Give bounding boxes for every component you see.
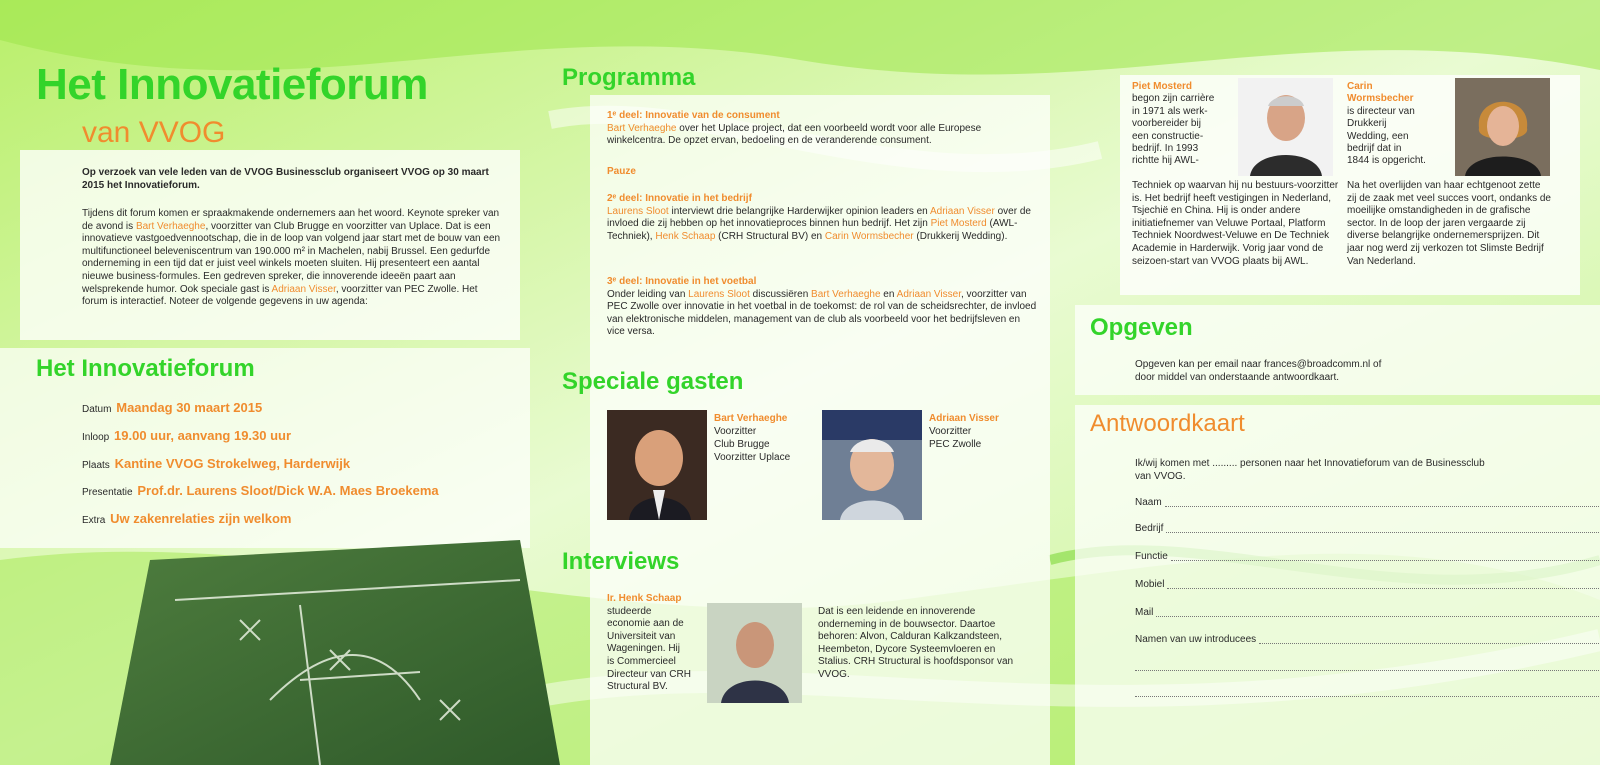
interviews-title: Interviews — [562, 548, 680, 575]
part-text: interviewt drie belangrijke Harderwijker opinion leaders en — [668, 205, 930, 217]
detail-value: Kantine VVOG Strokelweg, Harderwijk — [114, 456, 351, 471]
bio-line: richtte hij AWL- — [1132, 155, 1199, 167]
detail-label: Extra — [82, 515, 106, 526]
detail-value: Uw zakenrelaties zijn welkom — [110, 511, 292, 526]
para-text: , voorzitter van PEC Zwolle. Het forum is interactief. Noteer de volgende gegevens in uw agenda: — [82, 283, 478, 308]
main-subtitle: van VVOG — [82, 116, 226, 149]
bio-line: Structural BV. — [607, 681, 668, 693]
field-input-line[interactable] — [1167, 579, 1600, 589]
bio-line: begon zijn carrière — [1132, 93, 1215, 105]
para-text: , voorzitter van Club Brugge en voorzitter van Uplace. Dat is een innovatieve vastgoedvennootschap, die in de loop van volgend jaar start met de bouw van een multifunctioneel beleveniscentrum van 190.000 m² in Machelen, nabij Brussel. Een gedurfde onderneming in een tijd dat er juist veel winkels moeten sluiten. Hij presenteert een aantal nieuwe business-formules. Een gedreven spreker, die innoverende ideeën paart aan welsprekende humor. Ook speciale gast is — [82, 220, 501, 295]
bio-line: Universiteit van — [607, 630, 676, 642]
piet-mosterd-bio — [1132, 81, 1214, 168]
guest-name: Adriaan Visser — [929, 413, 999, 424]
field-input-line[interactable] — [1165, 497, 1600, 507]
programma-part-1 — [607, 110, 1037, 148]
part-name: Bart Verhaeghe — [607, 122, 677, 134]
bio-line: voorbereider bij — [1132, 118, 1201, 130]
para-name: Bart Verhaeghe — [135, 220, 206, 232]
part-text: Onder leiding van — [607, 288, 689, 300]
field-input-line[interactable] — [1156, 607, 1600, 617]
detail-label: Datum — [82, 404, 112, 415]
speciale-gasten-title: Speciale gasten — [562, 368, 744, 395]
bio-line: Drukkerij — [1347, 118, 1387, 130]
part-text: (Drukkerij Wedding). — [913, 230, 1008, 242]
bio-line: is directeur van — [1347, 105, 1415, 117]
part-text: over de invloed die zij hebben op het innovatieproces binnen hun bedrijf. Het zijn — [607, 205, 1031, 230]
guest-name: Carin — [1347, 81, 1373, 92]
field-naam[interactable] — [1135, 497, 1600, 508]
intro-line: Ik/wij komen met ......... personen naar het Innovatieforum van de Businessclub — [1135, 458, 1485, 469]
part-text: over het Uplace project, dat een voorbeeld wordt voor alle Europese winkelcentra. De opzet ervan, bedoeling en de veranderende consument. — [607, 122, 982, 147]
guest-name: Wormsbecher — [1347, 93, 1414, 105]
part-title: 1ᵉ deel: Innovatie van de consument — [607, 110, 780, 121]
person-photo-icon — [1238, 78, 1333, 176]
bio-line: Directeur van CRH — [607, 668, 691, 680]
bio-line: Wageningen. Hij — [607, 643, 681, 655]
field-input-line[interactable] — [1166, 523, 1600, 533]
field-label: Functie — [1135, 551, 1168, 562]
part-name: Piet Mosterd — [930, 218, 987, 230]
part-name: Laurens Sloot — [688, 288, 750, 300]
person-photo-icon — [707, 603, 802, 703]
field-functie[interactable] — [1135, 551, 1600, 562]
bio-line: Wedding, een — [1347, 130, 1409, 142]
programma-title: Programma — [562, 64, 696, 91]
photo-bart-verhaeghe — [607, 410, 707, 520]
detail-value: Prof.dr. Laurens Sloot/Dick W.A. Maes Broekema — [137, 483, 439, 498]
bio-line: economie aan de — [607, 618, 684, 630]
guest-adriaan — [929, 412, 999, 451]
programma-part-3 — [607, 276, 1037, 339]
detail-label: Plaats — [82, 460, 110, 471]
field-mobiel[interactable] — [1135, 579, 1600, 590]
detail-datum — [82, 400, 262, 415]
part-title: 2ᵉ deel: Innovatie in het bedrijf — [607, 193, 752, 204]
part-title: 3ᵉ deel: Innovatie in het voetbal — [607, 276, 757, 287]
main-title: Het Innovatieforum — [36, 60, 428, 109]
detail-label: Presentatie — [82, 487, 133, 498]
part-text: en — [880, 288, 897, 300]
part-name: Carin Wormsbecher — [824, 230, 914, 242]
section-title-innovatieforum: Het Innovatieforum — [36, 355, 255, 382]
para-name: Adriaan Visser — [271, 283, 336, 295]
part-text: (AWL-Techniek), — [607, 218, 1018, 242]
antwoordkaart-title: Antwoordkaart — [1090, 410, 1245, 437]
detail-extra — [82, 511, 291, 526]
henk-schaap-bio — [607, 593, 691, 694]
right-column — [1075, 0, 1600, 765]
detail-presentatie — [82, 483, 439, 498]
intro-paragraph — [82, 208, 502, 309]
field-input-line[interactable] — [1259, 634, 1600, 644]
bio-line: studeerde — [607, 605, 652, 617]
introducees-line[interactable] — [1135, 696, 1600, 697]
carin-wormsbecher-bio — [1347, 81, 1426, 168]
field-bedrijf[interactable] — [1135, 523, 1600, 534]
field-label: Naam — [1135, 497, 1162, 508]
part-text: , voorzitter van PEC Zwolle over innovatie in het voetbal in de toekomst: de rol van de scheidsrechter, de invloed van elektronische middelen, management van de club als voorbeeld voor het bedrijfsleven en vice versa. — [607, 288, 1037, 338]
photo-piet-mosterd — [1238, 78, 1333, 176]
part-name: Henk Schaap — [655, 230, 716, 242]
bio-line: bedrijf dat in — [1347, 143, 1402, 155]
photo-henk-schaap — [707, 603, 802, 703]
guest-bart — [714, 412, 790, 464]
guest-name: Bart Verhaeghe — [714, 413, 788, 424]
part-text: (CRH Structural BV) en — [715, 230, 825, 242]
bio-line: een constructie- — [1132, 130, 1204, 142]
part-text: discussiëren — [749, 288, 812, 300]
bio-line: 1844 is opgericht. — [1347, 155, 1426, 167]
opgeven-title: Opgeven — [1090, 314, 1193, 341]
guest-role: Voorzitter Uplace — [714, 452, 791, 463]
opgeven-text — [1135, 359, 1535, 384]
bio-line: bedrijf. In 1993 — [1132, 143, 1199, 155]
field-label: Bedrijf — [1135, 523, 1164, 534]
programma-part-2 — [607, 193, 1037, 243]
opgeven-line: Opgeven kan per email naar frances@broadcomm.nl of — [1135, 359, 1382, 370]
bio-line: is Commercieel — [607, 655, 676, 667]
guest-role: Voorzitter — [714, 426, 757, 437]
pauze-label: Pauze — [607, 166, 636, 177]
guest-role: Club Brugge — [714, 439, 770, 450]
guest-name: Piet Mosterd — [1132, 81, 1193, 92]
photo-carin-wormsbecher — [1455, 78, 1550, 176]
opgeven-line: door middel van onderstaande antwoordkaart. — [1135, 371, 1340, 383]
detail-label: Inloop — [82, 432, 110, 443]
bio-line: in 1971 als werk- — [1132, 105, 1208, 117]
detail-value: 19.00 uur, aanvang 19.30 uur — [114, 428, 292, 443]
person-photo-icon — [607, 410, 707, 520]
para-text: Tijdens dit forum komen er spraakmakende ondernemers aan het woord. Keynote spreker van de avond is — [82, 208, 500, 232]
field-label: Mail — [1135, 607, 1154, 618]
middle-column — [560, 0, 1060, 765]
part-name: Adriaan Visser — [929, 205, 995, 217]
intro-text: Op verzoek van vele leden van de VVOG Businessclub organiseert VVOG op 30 maart 2015 het Innovatieforum. — [82, 167, 489, 191]
guest-role: PEC Zwolle — [929, 439, 982, 450]
carin-wormsbecher-text: Na het overlijden van haar echtgenoot zette zij de zaak met veel succes voort, ondanks de moeilijke omstandigheden in de grafische sector. In de loop der jaren vergaarde zij diverse belangrijke ondernemersprijzen. Dit jaar nog werd zij verkozen tot Slimste Bedrijf Van Nederland. — [1347, 180, 1551, 267]
antwoordkaart-intro — [1135, 458, 1575, 483]
detail-value: Maandag 30 maart 2015 — [116, 400, 263, 415]
guest-name: Ir. Henk Schaap — [607, 593, 682, 604]
field-introducees[interactable] — [1135, 634, 1600, 645]
part-name: Laurens Sloot — [607, 205, 669, 217]
person-photo-icon — [822, 410, 922, 520]
field-input-line[interactable] — [1171, 551, 1600, 561]
introducees-line[interactable] — [1135, 670, 1600, 671]
guest-role: Voorzitter — [929, 426, 972, 437]
detail-plaats — [82, 456, 350, 471]
photo-adriaan-visser — [822, 410, 922, 520]
henk-schaap-text: Dat is een leidende en innoverende onderneming in de bouwsector. Daartoe behoren: Alvon, Calduran Kalkzandsteen, Heembeton, Dycore Systeemvloeren en Stalius. CRH Structural is hoofdsponsor van VVOG. — [818, 606, 1014, 680]
part-name: Adriaan Visser — [896, 288, 961, 300]
part-name: Bart Verhaeghe — [811, 288, 881, 300]
piet-mosterd-text: Techniek op waarvan hij nu bestuurs-voorzitter is. Het bedrijf heeft vestigingen in Nederland, Tsjechië en China. Hij is onder andere initiatiefnemer van Veluwe Portaal, Platform Techniek Noordwest-Veluwe en De Techniek Academie in Harderwijk. Vorig jaar vond de seizoen-start van VVOG plaats bij AWL. — [1132, 180, 1339, 267]
field-label: Namen van uw introducees — [1135, 634, 1257, 645]
intro-line: van VVOG. — [1135, 470, 1186, 482]
detail-inloop — [82, 428, 291, 443]
field-mail[interactable] — [1135, 607, 1600, 618]
field-label: Mobiel — [1135, 579, 1165, 590]
person-photo-icon — [1455, 78, 1550, 176]
